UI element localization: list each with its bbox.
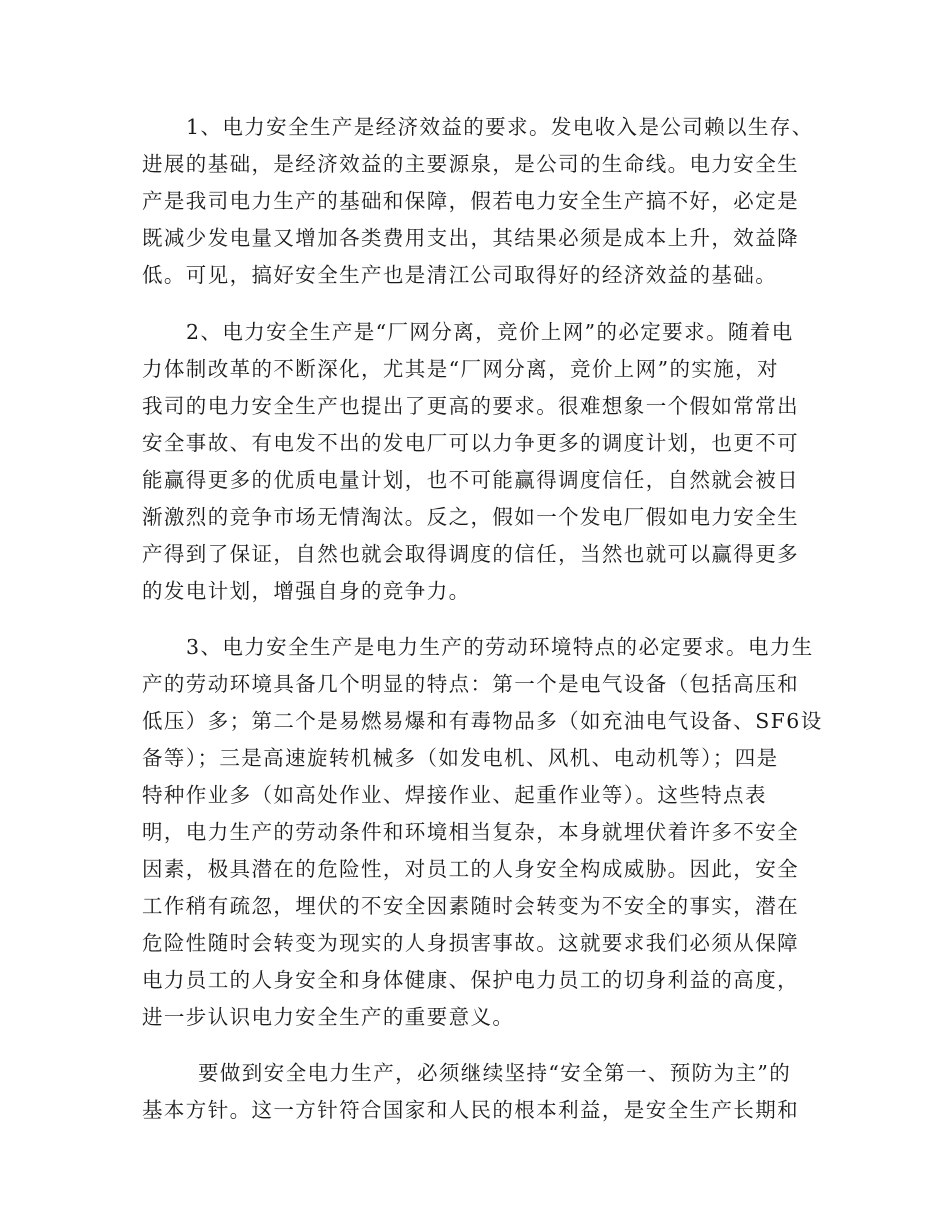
paragraph-3-line-7: 因素，极具潜在的危险性，对员工的人身安全构成威胁。因此，安全	[142, 857, 799, 881]
paragraph-2-line-4: 安全事故、有电发不出的发电厂可以力争更多的调度计划，也更不可	[142, 431, 799, 455]
paragraph-1-line-4: 既减少发电量又增加各类费用支出，其结果必须是成本上升，效益降	[142, 226, 799, 250]
paragraph-2-line-8: 的发电计划，增强自身的竞争力。	[142, 579, 471, 603]
paragraph-2-line-5: 能赢得更多的优质电量计划，也不可能赢得调度信任，自然就会被日	[142, 468, 799, 492]
paragraph-3-line-10: 电力员工的人身安全和身体健康、保护电力员工的切身利益的高度，	[142, 968, 799, 992]
paragraph-1-line-3: 产是我司电力生产的基础和保障，假若电力安全生产搞不好，必定是	[142, 189, 799, 213]
paragraph-3-line-6: 明，电力生产的劳动条件和环境相当复杂，本身就埋伏着许多不安全	[142, 820, 799, 844]
paragraph-2-line-7: 产得到了保证，自然也就会取得调度的信任，当然也就可以赢得更多	[142, 542, 799, 566]
paragraph-2-line-6: 渐激烈的竞争市场无情淘汰。反之，假如一个发电厂假如电力安全生	[142, 505, 799, 529]
paragraph-1-line-2: 进展的基础，是经济效益的主要源泉，是公司的生命线。电力安全生	[142, 152, 799, 176]
paragraph-3-line-3: 低压）多；第二个是易燃易爆和有毒物品多（如充油电气设备、SF6设	[142, 709, 823, 733]
paragraph-3-line-11: 进一步认识电力安全生产的重要意义。	[142, 1005, 515, 1029]
paragraph-2-line-3: 我司的电力安全生产也提出了更高的要求。很难想象一个假如常常出	[142, 394, 799, 418]
paragraph-1-line-1: 1、电力安全生产是经济效益的要求。发电收入是公司赖以生存、	[186, 115, 814, 139]
paragraph-3-line-4: 备等）；三是高速旋转机械多（如发电机、风机、电动机等）；四是	[142, 746, 779, 770]
paragraph-4-line-1: 要做到安全电力生产，必须继续坚持“安全第一、预防为主”的	[198, 1061, 792, 1085]
paragraph-3-line-9: 危险性随时会转变为现实的人身损害事故。这就要求我们必须从保障	[142, 931, 799, 955]
paragraph-3-line-8: 工作稍有疏忽，埋伏的不安全因素随时会转变为不安全的事实，潜在	[142, 894, 799, 918]
paragraph-2-line-1: 2、电力安全生产是“厂网分离，竞价上网”的必定要求。随着电	[186, 320, 794, 344]
paragraph-1-line-5: 低。可见，搞好安全生产也是清江公司取得好的经济效益的基础。	[142, 263, 778, 287]
paragraph-2-line-2: 力体制改革的不断深化，尤其是“厂网分离，竞价上网”的实施，对	[142, 357, 779, 381]
paragraph-3-line-1: 3、电力安全生产是电力生产的劳动环境特点的必定要求。电力生	[186, 635, 814, 659]
paragraph-3-line-2: 产的劳动环境具备几个明显的特点：第一个是电气设备（包括高压和	[142, 672, 799, 696]
paragraph-4-line-2: 基本方针。这一方针符合国家和人民的根本利益，是安全生产长期和	[142, 1098, 799, 1122]
paragraph-3-line-5: 特种作业多（如高处作业、焊接作业、起重作业等）。这些特点表	[142, 783, 767, 807]
